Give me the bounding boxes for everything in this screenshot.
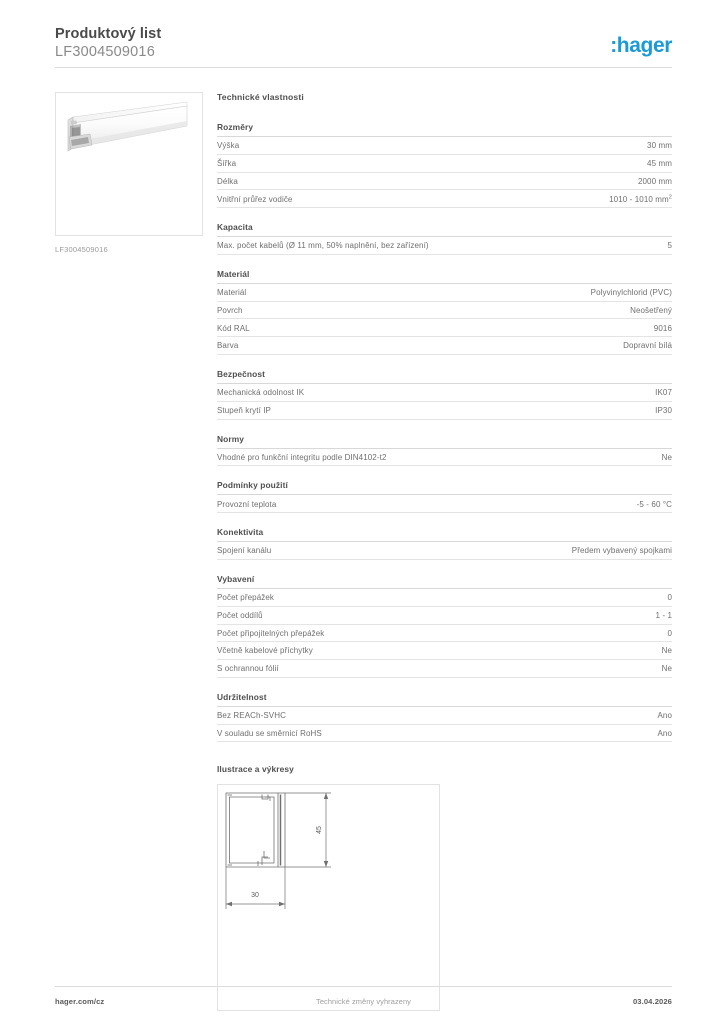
spec-label: Počet připojitelných přepážek (217, 628, 325, 638)
spec-group-heading: Konektivita (217, 527, 672, 542)
spec-value: Ano (657, 711, 672, 721)
spec-row (217, 384, 672, 402)
spec-row (217, 190, 672, 208)
product-image-panel (55, 92, 203, 254)
spec-label: Max. počet kabelů (Ø 11 mm, 50% naplnění, bez zařízení) (217, 241, 429, 251)
spec-row (217, 607, 672, 625)
spec-value: Ne (661, 452, 672, 462)
spec-label: Včetně kabelové příchytky (217, 646, 313, 656)
spec-value: 9016 (653, 323, 672, 333)
spec-row (217, 137, 672, 155)
header-divider (55, 67, 672, 68)
spec-label: Mechanická odolnost IK (217, 388, 305, 398)
spec-row (217, 707, 672, 725)
spec-row (217, 237, 672, 255)
spec-value: 1 - 1 (655, 610, 672, 620)
trunking-cross-section-drawing (218, 785, 439, 1010)
spec-group-heading: Kapacita (217, 222, 672, 237)
hager-logo: :hager (610, 34, 672, 57)
spec-label: Délka (217, 176, 238, 186)
spec-label: Provozní teplota (217, 499, 277, 509)
spec-group-udrzitelnost (217, 692, 672, 743)
spec-value: Ne (661, 664, 672, 674)
spec-group-heading: Udržitelnost (217, 692, 672, 707)
spec-value: 0 (667, 593, 672, 603)
spec-group-vybaveni (217, 574, 672, 678)
product-reference: LF3004509016 (55, 44, 155, 60)
spec-label: Stupeň krytí IP (217, 406, 271, 415)
spec-group-heading: Bezpečnost (217, 369, 672, 384)
spec-value: 5 (667, 241, 672, 251)
footer-website-link[interactable]: hager.com/cz (55, 997, 105, 1006)
spec-label: Spojení kanálu (217, 546, 272, 556)
spec-group-kapacita (217, 222, 672, 255)
drawing-dimension-height: 45 (316, 826, 323, 835)
page-header (55, 26, 672, 68)
spec-group-bezpecnost (217, 369, 672, 420)
page-title: Produktový list (55, 26, 162, 42)
spec-row (217, 642, 672, 660)
footer-notice: Technické změny vyhrazeny (316, 997, 411, 1006)
spec-label: Počet oddílů (217, 610, 263, 620)
spec-value: 45 mm (647, 158, 672, 168)
spec-value: Ne (661, 646, 672, 656)
spec-group-heading: Podmínky použití (217, 480, 672, 495)
technical-specifications (217, 92, 672, 1011)
spec-value: IK07 (655, 388, 672, 398)
spec-group-heading: Materiál (217, 269, 672, 284)
spec-value: -5 - 60 °C (636, 499, 672, 509)
spec-label: Materiál (217, 288, 247, 298)
spec-row (217, 660, 672, 678)
product-image-caption: LF3004509016 (55, 245, 108, 254)
page-footer (55, 997, 672, 1011)
cable-trunking-profile-photo (56, 93, 202, 235)
spec-value-text: 1010 - 1010 mm (609, 194, 669, 204)
spec-label: Vhodné pro funkční integritu podle DIN4102-t2 (217, 452, 387, 462)
drawing-dimension-width: 30 (251, 892, 259, 900)
spec-row (217, 402, 672, 420)
spec-group-rozmery (217, 122, 672, 208)
spec-row (217, 173, 672, 191)
spec-label: Barva (217, 341, 239, 351)
spec-value: 2000 mm (637, 176, 672, 186)
spec-label: Povrch (217, 305, 243, 315)
spec-value: IP30 (655, 406, 672, 415)
spec-label: Vnitřní průřez vodiče (217, 194, 293, 204)
spec-group-normy (217, 434, 672, 467)
footer-divider (55, 986, 672, 987)
spec-label: Výška (217, 141, 240, 151)
spec-value: Neošetřený (630, 305, 672, 315)
spec-group-podminky-pouziti (217, 480, 672, 513)
spec-value: Polyvinylchlorid (PVC) (590, 288, 672, 298)
spec-group-material (217, 269, 672, 355)
spec-row (217, 449, 672, 467)
spec-row (217, 155, 672, 173)
spec-label: Kód RAL (217, 323, 250, 333)
illustrations-section (217, 764, 672, 1011)
spec-label: S ochrannou fólií (217, 664, 279, 674)
spec-row (217, 495, 672, 513)
spec-row (217, 319, 672, 337)
footer-date: 03.04.2026 (632, 997, 672, 1006)
spec-value (609, 195, 672, 204)
technical-drawing-box (217, 784, 440, 1011)
spec-group-konektivita (217, 527, 672, 560)
spec-row (217, 302, 672, 320)
spec-label: Bez REACh-SVHC (217, 711, 286, 721)
spec-row (217, 337, 672, 355)
spec-row (217, 284, 672, 302)
spec-value: 0 (667, 628, 672, 638)
spec-row (217, 625, 672, 643)
spec-group-heading: Rozměry (217, 122, 672, 137)
spec-label: V souladu se směrnicí RoHS (217, 728, 322, 738)
spec-value: 30 mm (647, 141, 672, 151)
spec-group-heading: Normy (217, 434, 672, 449)
spec-value-superscript: 2 (668, 193, 672, 200)
spec-section-title: Technické vlastnosti (217, 92, 304, 102)
spec-value: Ano (657, 728, 672, 738)
spec-label: Šířka (217, 158, 237, 168)
spec-group-heading: Vybavení (217, 574, 672, 589)
illustrations-heading: Ilustrace a výkresy (217, 764, 294, 775)
spec-row (217, 542, 672, 560)
spec-value: Předem vybavený spojkami (571, 546, 672, 556)
spec-value: Dopravní bílá (623, 341, 672, 351)
spec-label: Počet přepážek (217, 593, 274, 603)
spec-row (217, 589, 672, 607)
spec-row (217, 725, 672, 743)
product-image-frame (55, 92, 203, 236)
